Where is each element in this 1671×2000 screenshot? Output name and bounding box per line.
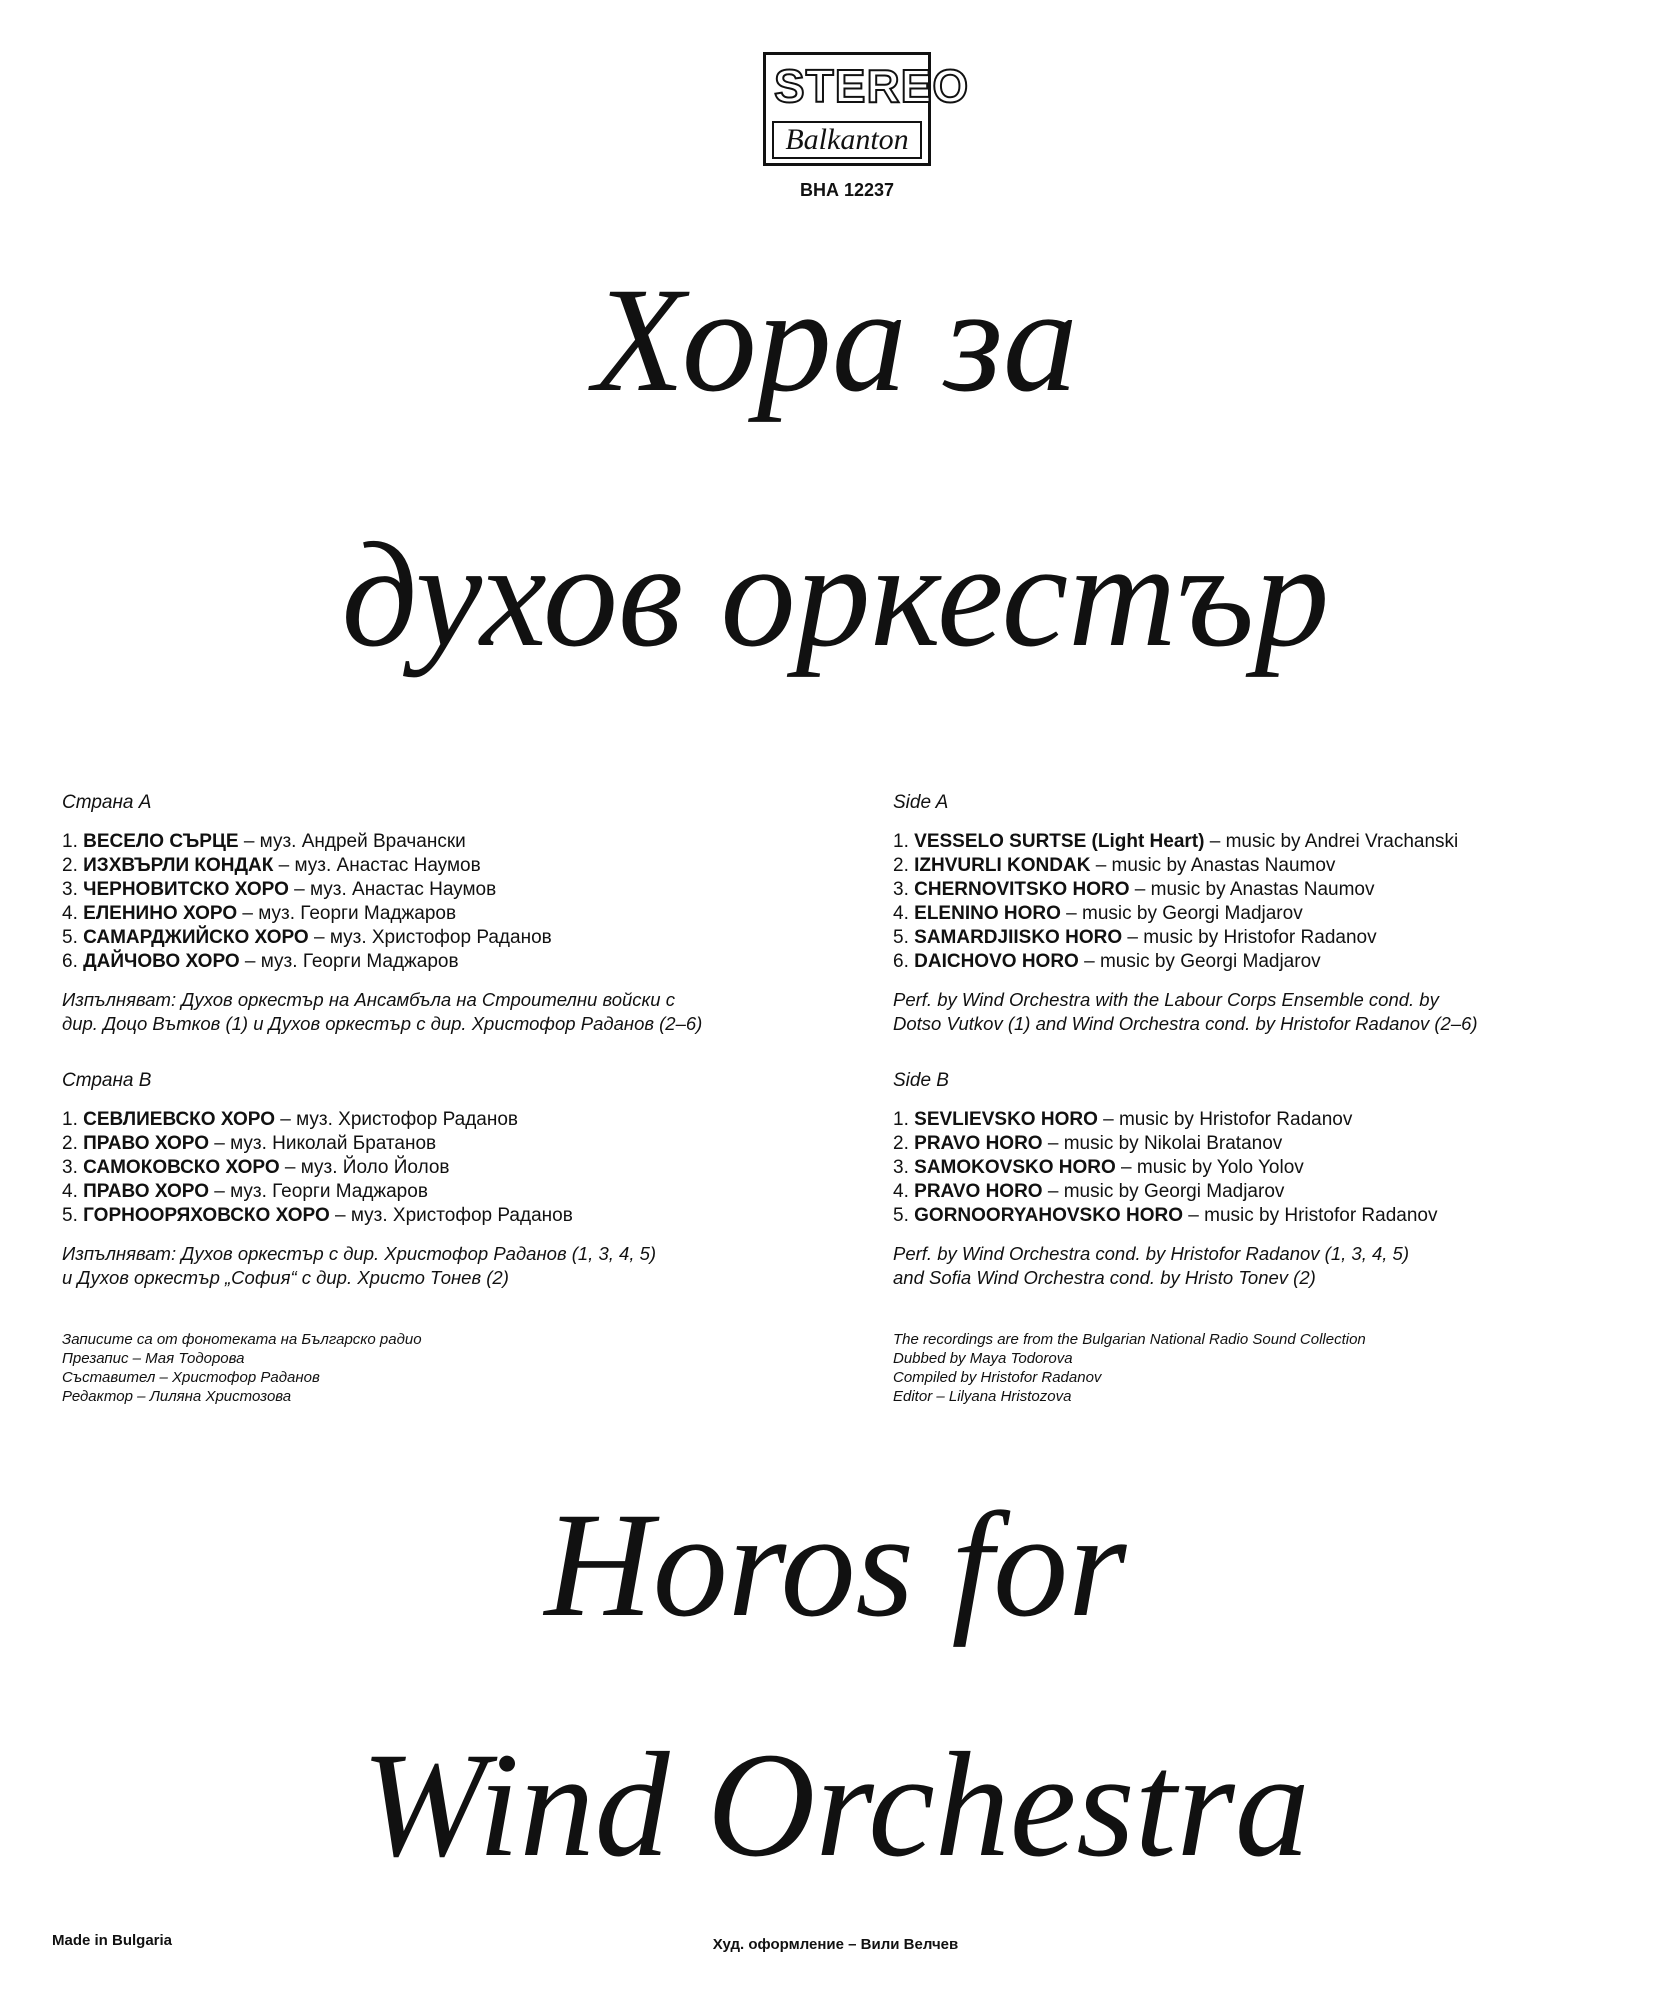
- track-row: 5. GORNOORYAHOVSKO HORO – music by Hristofor Radanov: [893, 1205, 1438, 1226]
- track-row: 6. ДАЙЧОВО ХОРО – муз. Георги Маджаров: [62, 951, 459, 972]
- track-row: 5. САМАРДЖИЙСКО ХОРО – муз. Христофор Раданов: [62, 927, 552, 948]
- track-row: 2. ПРАВО ХОРО – муз. Николай Братанов: [62, 1133, 437, 1154]
- title-bulgarian-line1: Хора за: [593, 257, 1078, 423]
- made-in-label: Made in Bulgaria: [52, 1932, 173, 1949]
- side-b-performers: Perf. by Wind Orchestra cond. by Hristofor Radanov (1, 3, 4, 5) and Sofia Wind Orchestra cond. by Hristo Tonev (2): [893, 1243, 1409, 1288]
- tracklist-english: [893, 792, 1653, 1406]
- catalog-number: ВНА 12237: [799, 180, 895, 200]
- track-row: 1. VESSELO SURTSE (Light Heart) – music by Andrei Vrachanski: [893, 831, 1459, 852]
- side-a-section: [893, 792, 1653, 1036]
- title-english-line2: Wind Orchestra: [361, 1722, 1310, 1888]
- track-row: 1. SEVLIEVSKO HORO – music by Hristofor Radanov: [893, 1109, 1353, 1130]
- side-a-performers: Perf. by Wind Orchestra with the Labour Corps Ensemble cond. by Dotso Vutkov (1) and Wind Orchestra cond. by Hristofor Radanov (2–6): [893, 989, 1478, 1034]
- side-a-tracks: [893, 830, 1653, 974]
- side-a-heading: Side A: [893, 792, 949, 813]
- side-a-heading: Страна А: [62, 792, 152, 813]
- track-row: 4. ЕЛЕНИНО ХОРО – муз. Георги Маджаров: [62, 903, 457, 924]
- design-credit: Худ. оформление – Вили Велчев: [712, 1936, 959, 1953]
- side-b-tracks: [893, 1108, 1653, 1228]
- track-row: 2. ИЗХВЪРЛИ КОНДАК – муз. Анастас Наумов: [62, 855, 481, 876]
- recording-credits: Записите са от фонотеката на Българско радио Презапис – Мая Тодорова Съставител – Христофор Раданов Редактор – Лиляна Христозова: [62, 1331, 422, 1405]
- track-row: 4. ELENINO HORO – music by Georgi Madjarov: [893, 903, 1303, 924]
- brand-name: Balkanton: [772, 121, 922, 159]
- track-row: 3. CHERNOVITSKO HORO – music by Anastas Naumov: [893, 879, 1375, 900]
- track-row: 2. PRAVO HORO – music by Nikolai Bratanov: [893, 1133, 1283, 1154]
- side-b-performers: Изпълняват: Духов оркестър с дир. Христофор Раданов (1, 3, 4, 5) и Духов оркестър „София“ с дир. Христо Тонев (2): [62, 1243, 657, 1288]
- track-row: 3. SAMOKOVSKO HORO – music by Yolo Yolov: [893, 1157, 1304, 1178]
- side-b-tracks: [62, 1108, 822, 1228]
- track-row: 4. PRAVO HORO – music by Georgi Madjarov: [893, 1181, 1285, 1202]
- side-a-tracks: [62, 830, 822, 974]
- track-row: 5. SAMARDJIISKO HORO – music by Hristofor Radanov: [893, 927, 1377, 948]
- side-a-section: [62, 792, 822, 1036]
- track-row: 6. DAICHOVO HORO – music by Georgi Madjarov: [893, 951, 1321, 972]
- track-row: 4. ПРАВО ХОРО – муз. Георги Маджаров: [62, 1181, 428, 1202]
- title-bulgarian-line2: духов оркестър: [341, 512, 1330, 678]
- track-row: 5. ГОРНООРЯХОВСКО ХОРО – муз. Христофор Раданов: [62, 1205, 573, 1226]
- side-b-section: [893, 1070, 1653, 1290]
- recording-credits: The recordings are from the Bulgarian National Radio Sound Collection Dubbed by Maya Todorova Compiled by Hristofor Radanov Editor – Lilyana Hristozova: [893, 1331, 1366, 1405]
- track-row: 3. САМОКОВСКО ХОРО – муз. Йоло Йолов: [62, 1157, 450, 1178]
- balkanton-stereo-logo: [763, 52, 970, 166]
- track-row: 3. ЧЕРНОВИТСКО ХОРО – муз. Анастас Наумов: [62, 879, 497, 900]
- track-row: 1. СЕВЛИЕВСКО ХОРО – муз. Христофор Раданов: [62, 1109, 519, 1130]
- side-a-performers: Изпълняват: Духов оркестър на Ансамбъла на Строителни войски с дир. Доцо Вътков (1) и Духов оркестър с дир. Христофор Раданов (2–6): [62, 989, 703, 1034]
- track-row: 1. ВЕСЕЛО СЪРЦЕ – муз. Андрей Врачански: [62, 831, 466, 852]
- side-b-heading: Side B: [893, 1070, 949, 1091]
- side-b-section: [62, 1070, 822, 1290]
- side-b-heading: Страна В: [62, 1070, 152, 1091]
- tracklist-bulgarian: [62, 792, 822, 1406]
- title-english-line1: Horos for: [544, 1482, 1127, 1648]
- stereo-mark: STEREO: [774, 60, 970, 112]
- track-row: 2. IZHVURLI KONDAK – music by Anastas Naumov: [893, 855, 1336, 876]
